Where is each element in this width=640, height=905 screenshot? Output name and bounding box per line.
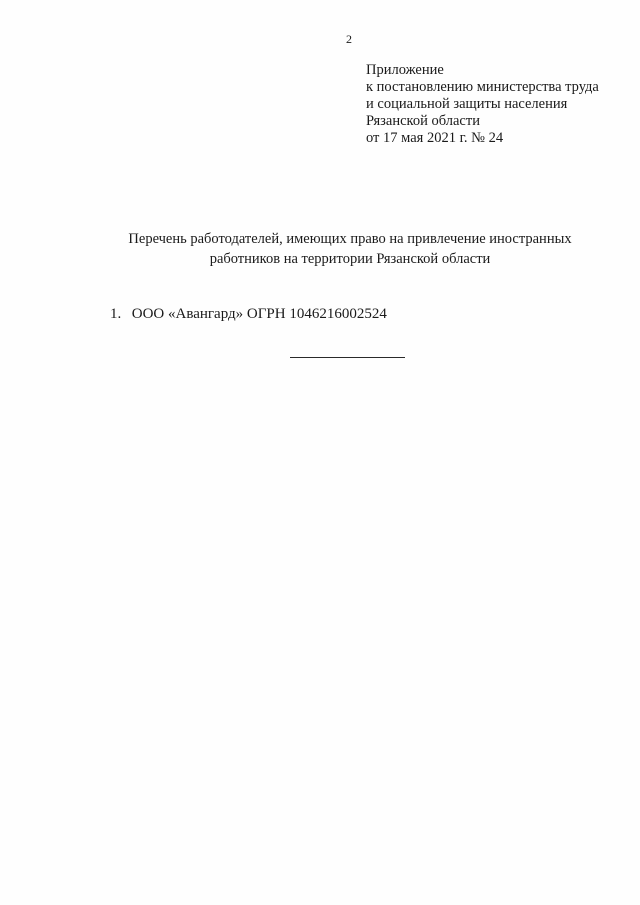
appendix-header xyxy=(366,62,616,147)
appendix-line: Приложение xyxy=(366,62,444,78)
employer-list xyxy=(110,305,387,323)
title-line: Перечень работодателей, имеющих право на привлечение иностранных xyxy=(128,231,572,247)
appendix-line: к постановлению министерства труда xyxy=(366,79,599,95)
title-line: работников на территории Рязанской области xyxy=(209,251,491,267)
appendix-line: и социальной защиты населения xyxy=(366,96,568,112)
list-item-number: 1. xyxy=(110,306,122,322)
list-item xyxy=(110,305,387,323)
document-title xyxy=(60,229,640,269)
divider-line xyxy=(290,357,405,358)
list-item-text: ООО «Авангард» ОГРН 1046216002524 xyxy=(131,306,387,322)
appendix-line: Рязанской области xyxy=(366,113,480,129)
appendix-line: от 17 мая 2021 г. № 24 xyxy=(366,130,504,146)
page-number: 2 xyxy=(346,32,352,46)
